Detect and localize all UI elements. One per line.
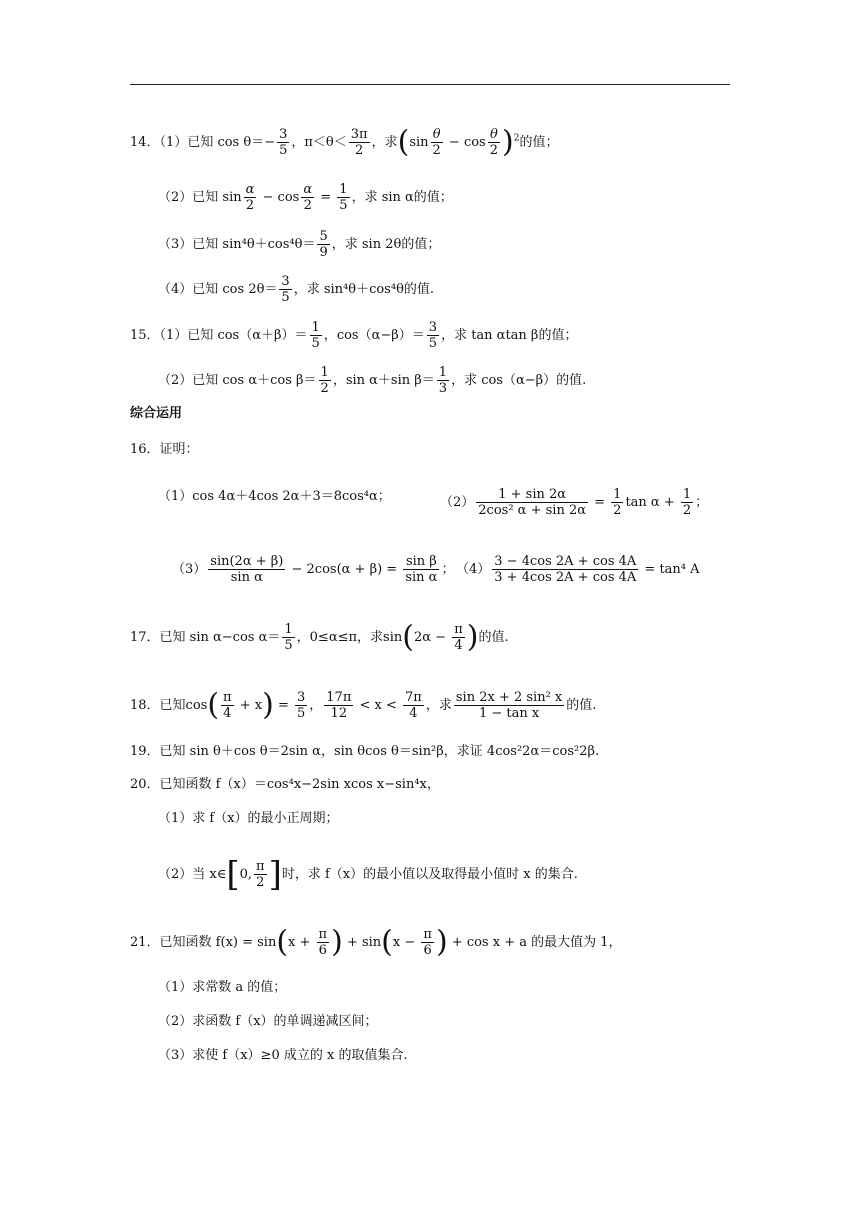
q14-part4: （4）已知 cos 2θ＝ $\frac{3}{5}$ ，求 sin⁴θ＋cos⁴θ的值. — [158, 274, 435, 305]
q18: 18．已知cos( $\frac{\pi}{4}$ + x) = $\frac{3}{5}$ ， $\frac{17\pi}{12}$ < x < $\frac{7\pi}{4}$ ，求 $\frac{\text{sin 2x + 2 sin² x}}{\text{1 − tan x}}$ 的值. — [130, 687, 597, 723]
q15-part1: 15．（1）已知 cos（α＋β）＝ $\frac{1}{5}$ ，cos（α−β）＝ $\frac{3}{5}$ ，求 tan αtan β的值； — [130, 320, 578, 351]
q21-part1: （1）求常数 a 的值； — [158, 980, 287, 995]
q14-part2: （2）已知 sin $\frac{\alpha}{2}$ − cos $\frac{\alpha}{2}$ = $\frac{1}{5}$ ，求 sin α的值； — [158, 182, 453, 213]
q15-part2: （2）已知 cos α＋cos β＝ $\frac{1}{2}$ ，sin α＋sin β＝ $\frac{1}{3}$ ，求 cos（α−β）的值. — [158, 365, 587, 396]
q17: 17．已知 sin α−cos α＝ $\frac{1}{5}$ ，0≤α≤π，求sin(2α − $\frac{\pi}{4}$ )的值. — [130, 619, 509, 655]
q20-part2: （2）当 x∈[0, $\frac{\pi}{2}$ ]时，求 f（x）的最小值以及取得最小值时 x 的集合. — [158, 854, 578, 895]
q16-part2: （2） $\frac{1 + \sin 2\alpha}{\text{2cos² α + sin 2α}}$ = $\frac{1}{2}$ tan α + $\frac{1}{2}$ ； — [440, 487, 709, 518]
q19: 19．已知 sin θ＋cos θ＝2sin α，sin θcos θ＝sin²β，求证 4cos²2α＝cos²2β. — [130, 744, 600, 759]
header-rule — [130, 84, 730, 85]
q16-part4: （4） $\frac{3 - 4\cos 2A + \cos 4A}{3 + 4\cos 2A + \cos 4A}$ = tan⁴ A — [456, 554, 700, 585]
q14-part3: （3）已知 sin⁴θ＋cos⁴θ＝ $\frac{5}{9}$ ，求 sin 2θ的值； — [158, 229, 441, 260]
q14-part1: 14．（1）已知 cos θ＝− $\frac{3}{5}$ ，π＜θ＜ $\frac{3\pi}{2}$ ，求(sin $\frac{\theta}{2}$ − cos $\frac{\theta}{2}$ )$^2$的值； — [130, 124, 559, 160]
q16-part1: （1）cos 4α＋4cos 2α＋3＝8cos⁴α； — [158, 489, 391, 504]
q16-part3: （3） $\frac{\sin(2\alpha + \beta)}{\text{sin α}}$ − 2cos(α + β) = $\frac{\text{sin β}}{\text{sin α}}$ ； — [172, 554, 455, 585]
section-heading: 综合运用 — [130, 406, 183, 421]
q16-title: 16．证明： — [130, 442, 199, 457]
q20-stem: 20．已知函数 f（x）＝cos⁴x−2sin xcos x−sin⁴x， — [130, 777, 440, 792]
q21-stem: 21．已知函数 f(x) = sin(x + $\frac{\pi}{6}$ ) + sin(x − $\frac{\pi}{6}$ ) + cos x + a 的最大值为 1， — [130, 924, 622, 960]
q20-part1: （1）求 f（x）的最小正周期； — [158, 811, 339, 826]
q21-part3: （3）求使 f（x）≥0 成立的 x 的取值集合. — [158, 1048, 408, 1063]
q21-part2: （2）求函数 f（x）的单调递减区间； — [158, 1014, 378, 1029]
